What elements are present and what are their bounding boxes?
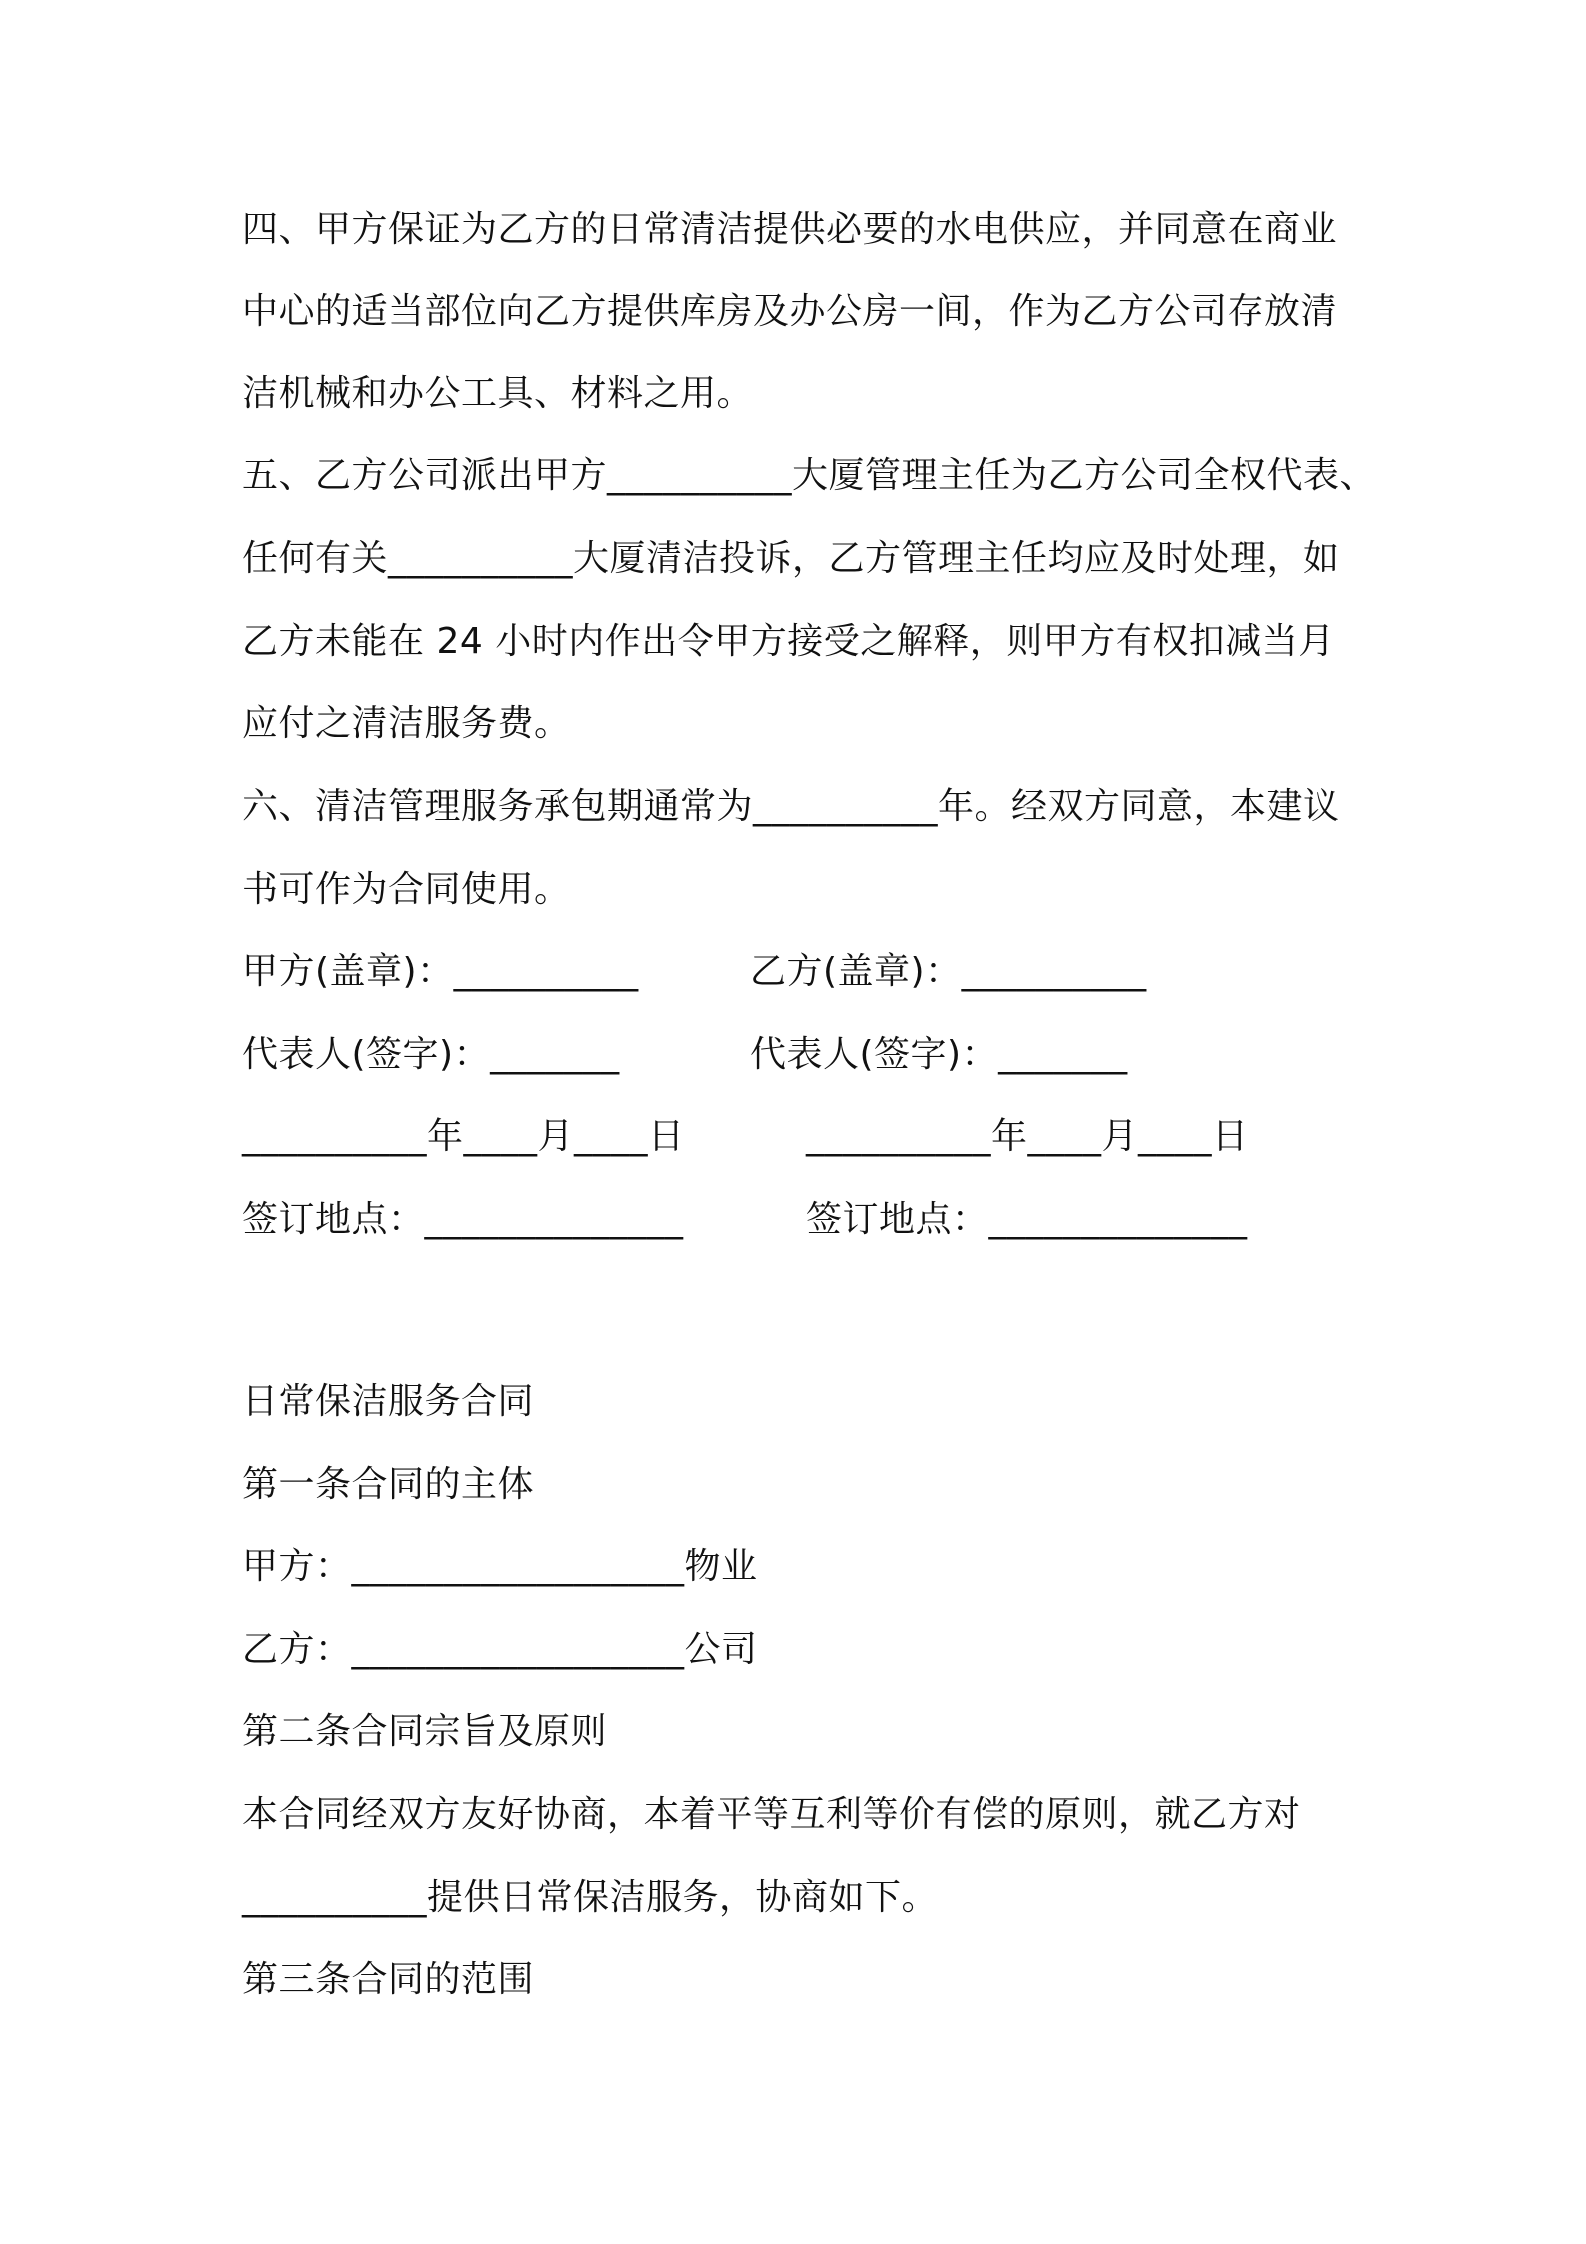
article-2-heading: 第二条合同宗旨及原则	[242, 1711, 608, 1752]
party-a-seal: 甲方(盖章)：__________	[242, 951, 639, 992]
party-b-seal: 乙方(盖章)：__________	[750, 951, 1147, 992]
party-b-line: 乙方：__________________公司	[242, 1629, 758, 1670]
clause-6-line-1: 六、清洁管理服务承包期通常为__________年。经双方同意，本建议	[242, 786, 1340, 827]
party-b-date: __________年____月____日	[806, 1116, 1249, 1157]
clause-4-line-1: 四、甲方保证为乙方的日常清洁提供必要的水电供应，并同意在商业	[242, 209, 1338, 250]
party-b-representative: 代表人(签字)：_______	[750, 1034, 1128, 1075]
party-a-date: __________年____月____日	[242, 1116, 685, 1157]
clause-4-line-2: 中心的适当部位向乙方提供库房及办公房一间，作为乙方公司存放清	[242, 291, 1338, 332]
clause-4-line-3: 洁机械和办公工具、材料之用。	[242, 373, 754, 414]
article-2-line-2: __________提供日常保洁服务，协商如下。	[242, 1877, 939, 1918]
clause-5-line-4: 应付之清洁服务费。	[242, 703, 571, 744]
article-3-heading: 第三条合同的范围	[242, 1959, 535, 2000]
party-a-signing-place: 签订地点：______________	[242, 1199, 684, 1240]
clause-6-line-2: 书可作为合同使用。	[242, 869, 571, 910]
clause-5-line-2: 任何有关__________大厦清洁投诉，乙方管理主任均应及时处理，如	[242, 538, 1340, 579]
party-b-signing-place: 签订地点：______________	[806, 1199, 1248, 1240]
contract-title: 日常保洁服务合同	[242, 1381, 535, 1422]
party-a-line: 甲方：__________________物业	[242, 1546, 758, 1587]
article-2-line-1: 本合同经双方友好协商，本着平等互利等价有偿的原则，就乙方对	[242, 1794, 1301, 1835]
article-1-heading: 第一条合同的主体	[242, 1464, 535, 1505]
party-a-representative: 代表人(签字)：_______	[242, 1034, 620, 1075]
clause-5-line-3: 乙方未能在 24 小时内作出令甲方接受之解释，则甲方有权扣减当月	[242, 621, 1335, 662]
clause-5-line-1: 五、乙方公司派出甲方__________大厦管理主任为乙方公司全权代表、	[242, 455, 1377, 496]
